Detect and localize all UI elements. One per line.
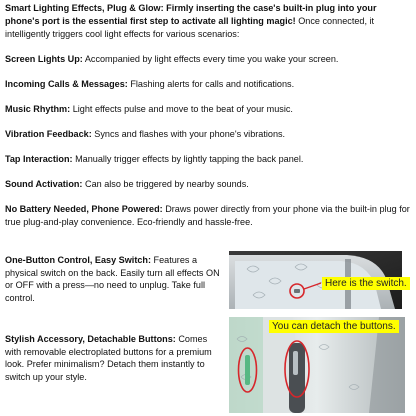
feature-text: Accompanied by light effects every time you wake your screen. <box>84 54 339 64</box>
feature-label: Sound Activation: <box>5 179 83 189</box>
feature-label: Screen Lights Up: <box>5 54 83 64</box>
feature-label: Vibration Feedback: <box>5 129 92 139</box>
feature-text: Syncs and flashes with your phone's vibrations. <box>94 129 286 139</box>
intro-bold-text: Firmly inserting the case's built-in plug into your phone's port is the essential first step to activate all lighting magic! <box>5 3 377 26</box>
buttons-callout: You can detach the buttons. <box>269 320 399 333</box>
feature-item <box>5 103 411 116</box>
intro-text: Once connected, it intelligently triggers cool light effects for various scenarios: <box>5 16 375 39</box>
switch-section-text <box>5 254 227 304</box>
feature-text: Draws power directly from your phone via the built-in plug for true plug-and-play convenience. Eco-friendly and hassle-free. <box>5 204 410 227</box>
feature-label: Music Rhythm: <box>5 104 71 114</box>
feature-text: Manually trigger effects by lightly tapping the back panel. <box>75 154 304 164</box>
feature-label: Tap Interaction: <box>5 154 73 164</box>
feature-item <box>5 78 411 91</box>
feature-label: Incoming Calls & Messages: <box>5 79 128 89</box>
section-text: Comes with removable electroplated buttons for a premium look. Prefer minimalism? Detach them instantly to switch up your style. <box>5 334 212 382</box>
feature-item <box>5 178 411 191</box>
feature-list <box>5 2 411 229</box>
feature-item <box>5 53 411 66</box>
feature-label: No Battery Needed, Phone Powered: <box>5 204 163 214</box>
section-text: Features a physical switch on the back. Easily turn all effects ON or OFF with a press—no need to unplug. Take full control. <box>5 255 220 303</box>
buttons-section-text <box>5 333 223 383</box>
feature-text: Can also be triggered by nearby sounds. <box>85 179 249 189</box>
feature-item <box>5 153 411 166</box>
intro-title: Smart Lighting Effects, Plug & Glow: <box>5 3 164 13</box>
feature-item <box>5 203 411 229</box>
feature-text: Light effects pulse and move to the beat of your music. <box>72 104 293 114</box>
section-label: One-Button Control, Easy Switch: <box>5 255 152 265</box>
intro-paragraph <box>5 2 411 41</box>
feature-text: Flashing alerts for calls and notifications. <box>130 79 295 89</box>
feature-item <box>5 128 411 141</box>
section-label: Stylish Accessory, Detachable Buttons: <box>5 334 176 344</box>
switch-callout: Here is the switch. <box>322 277 410 290</box>
